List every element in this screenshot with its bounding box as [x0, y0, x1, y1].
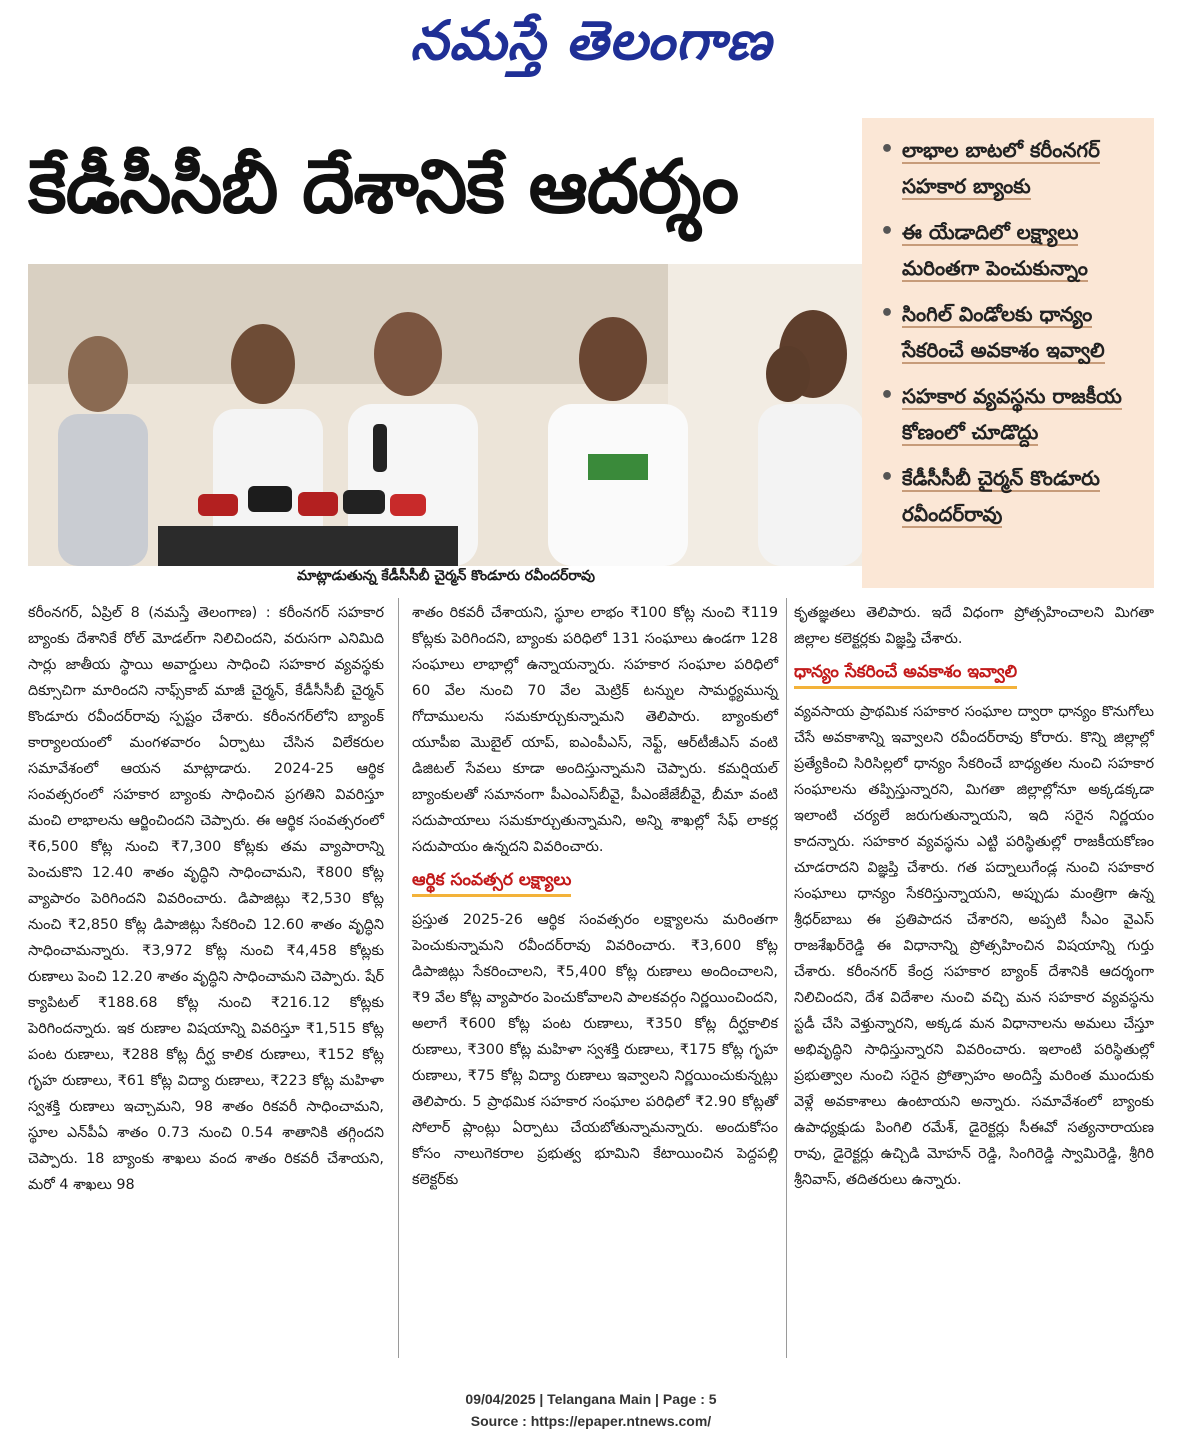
- body-paragraph: కరీంనగర్, ఏప్రిల్ 8 (నమస్తే తెలంగాణ) : కరీంనగర్ సహకార బ్యాంకు దేశానికే రోల్ మోడల్‌గా నిలిచిందని, వరుసగా ఎనిమిది సార్లు జాతీయ స్థాయి అవార్డులు సాధించి సహకార వ్యవస్థకు దిక్సూచిగా మారిందని నాఫ్స్‌కాబ్ మాజీ చైర్మన్, కేడీసీసీబీ చైర్మన్ కొండూరు రవీందర్‌రావు స్పష్టం చేశారు. కరీంనగర్‌లోని బ్యాంక్ కార్యాలయంలో మంగళవారం ఏర్పాటు చేసిన విలేకరుల సమావేశంలో ఆయన మాట్లాడారు. 2024-25 ఆర్థిక సంవత్సరంలో సహకార బ్యాంకు సాధించిన ప్రగతిని వివరిస్తూ మంచి లాభాలను ఆర్జించిందని చెప్పారు. ఈ ఆర్థిక సంవత్సరంలో ₹6,500 కోట్ల నుంచి ₹7,300 కోట్లకు తమ వ్యాపారాన్ని పెంచుకొని 12.40 శాతం వృద్ధిని సాధించామని, ₹800 కోట్ల వ్యాపారం పెరిగిందని వివరించారు. డిపాజిట్లు ₹2,530 కోట్ల నుంచి ₹2,850 కోట్ల డిపాజిట్లు సేకరించి 12.60 శాతం వృద్ధిని సాధించామన్నారు. ₹3,972 కోట్ల నుంచి ₹4,458 కోట్లకు రుణాలు పెంచి 12.20 శాతం వృద్ధిని సాధించామని చెప్పారు. షేర్ క్యాపిటల్ ₹188.68 కోట్ల నుంచి ₹216.12 కోట్లకు పెరిగిందన్నారు. ఇక రుణాల విషయాన్ని వివరిస్తూ ₹1,515 కోట్ల పంట రుణాలు, ₹288 కోట్ల దీర్ఘ కాలిక రుణాలు, ₹152 కోట్ల గృహ రుణాలు, ₹61 కోట్ల విద్యా రుణాలు, ₹223 కోట్ల మహిళా స్వశక్తి రుణాలు ఇచ్చామని, 98 శాతం రికవరీ సాధించామని, స్థూల ఎన్‌పీఏ శాతం 0.73 నుంచి 0.54 శాతానికి తగ్గిందని చెప్పారు. 18 బ్యాంకు శాఖలు వంద శాతం రికవరీ చేశాయని, మరో 4 శాఖలు 98: [28, 605, 384, 1193]
- masthead-title: నమస్తే తెలంగాణ: [410, 8, 772, 72]
- body-paragraph: వ్యవసాయ ప్రాథమిక సహకార సంఘాల ద్వారా ధాన్యం కొనుగోలు చేసే అవకాశాన్ని ఇవ్వాలని రవీందర్‌రావు కోరారు. కొన్ని జిల్లాల్లో ప్రత్యేకించి సిరిసిల్లలో ధాన్యం సేకరించే బాధ్యతల నుంచి సహకార సంఘాలను తప్పిస్తున్నారని, మిగతా జిల్లాల్లోనూ అక్కడక్కడా ఇలాంటి చర్యలే జరుగుతున్నాయని, ఇది సరైన నిర్ణయం కాదన్నారు. సహకార వ్యవస్థను ఎట్టి పరిస్థితుల్లో రాజకీయకోణం చూడరాదని విజ్ఞప్తి చేశారు. గత పద్నాలుగేండ్ల నుంచి సహకార సంఘాలు ధాన్యం సేకరిస్తున్నాయని, అప్పుడు మంత్రిగా ఉన్న శ్రీధర్‌బాబు ఈ ప్రతిపాదన చేశారని, అప్పటి సీఎం వైఎస్ రాజశేఖర్‌రెడ్డి ఈ విధానాన్ని ప్రోత్సహించిన విషయాన్ని గుర్తు చేశారు. కరీంనగర్ కేంద్ర సహకార బ్యాంక్ దేశానికి ఆదర్శంగా నిలిచిందని, దేశ విదేశాల నుంచి వచ్చి మన సహకార వ్యవస్థను స్టడీ చేసి వెళ్తున్నారని, అక్కడ మన విధానాలను అమలు చేస్తూ అభివృద్ధిని సాధిస్తున్నారని వివరించారు. ఇలాంటి పరిస్థితుల్లో ప్రభుత్వాల నుంచి సరైన ప్రోత్సాహం అందిస్తే మరింత ముందుకు వెళ్లే అవకాశాలు ఉంటాయని అన్నారు. సమావేశంలో బ్యాంకు ఉపాధ్యక్షుడు పింగిలి రమేశ్, డైరెక్టర్లు సీఈవో సత్యనారాయణ రావు, డైరెక్టర్లు ఉచ్చిడి మోహన్ రెడ్డి, సింగిరెడ్డి స్వామిరెడ్డి, శ్రీగిరి శ్రీనివాస్, తదితరులు ఉన్నారు.: [794, 704, 1154, 1188]
- highlight-item: • కేడీసీసీబీ చైర్మన్ కొండూరు రవీందర్‌రావు: [876, 460, 1144, 532]
- highlights-list: [862, 118, 1154, 532]
- article-column-2: [412, 600, 778, 1193]
- body-paragraph: కృతజ్ఞతలు తెలిపారు. ఇదే విధంగా ప్రోత్సహించాలని మిగతా జిల్లాల కలెక్టర్లకు విజ్ఞప్తి చేశారు.: [794, 605, 1154, 647]
- article-column-1: [28, 600, 384, 1198]
- highlight-item: • లాభాల బాటలో కరీంనగర్ సహకార బ్యాంకు: [876, 132, 1144, 204]
- article-headline: కేడీసీసీబీ దేశానికే ఆదర్శం: [28, 144, 739, 230]
- photo-caption: మాట్లాడుతున్న కేడీసీసీబీ చైర్మన్ కొండూరు రవీందర్‌రావు: [297, 568, 595, 584]
- press-meet-photo: [28, 264, 864, 566]
- footer-source-line: Source : https://epaper.ntnews.com/: [470, 1413, 712, 1429]
- subheading: ఆర్థిక సంవత్సర లక్ష్యాలు: [412, 866, 571, 897]
- body-paragraph: ప్రస్తుత 2025-26 ఆర్థిక సంవత్సరం లక్ష్యాలను మరింతగా పెంచుకున్నామని రవీందర్‌రావు వివరించారు. ₹3,600 కోట్ల డిపాజిట్లు సేకరించాలని, ₹5,400 కోట్ల రుణాలు అందించాలని, ₹9 వేల కోట్ల వ్యాపారం పెంచుకోవాలని పాలకవర్గం నిర్ణయించిందని, అలాగే ₹600 కోట్ల పంట రుణాలు, ₹350 కోట్ల దీర్ఘకాలిక రుణాలు, ₹300 కోట్ల మహిళా స్వశక్తి రుణాలు, ₹175 కోట్ల గృహ రుణాలు, ₹75 కోట్ల విద్యా రుణాలు ఇవ్వాలని నిర్ణయించుకున్నట్లు తెలిపారు. 5 ప్రాథమిక సహకార సంఘాల పరిధిలో ₹2.90 కోట్లతో సోలార్ ప్లాంట్లు ఏర్పాటు చేయబోతున్నామన్నారు. అందుకోసం కోసం నాలుగెకరాల ప్రభుత్వ భూమిని కేటాయించిన పెద్దపల్లి కలెక్టర్‌కు: [412, 912, 778, 1188]
- article-photo: [28, 264, 864, 566]
- newspaper-masthead: [0, 8, 1182, 78]
- subheading: ధాన్యం సేకరించే అవకాశం ఇవ్వాలి: [794, 658, 1017, 689]
- column-divider: [398, 598, 399, 1358]
- column-divider: [786, 598, 787, 1358]
- body-paragraph: శాతం రికవరీ చేశాయని, స్థూల లాభం ₹100 కోట్ల నుంచి ₹119 కోట్లకు పెరిగిందని, బ్యాంకు పరిధిలో 131 సంఘాలు ఉండగా 128 సంఘాలు లాభాల్లో ఉన్నాయన్నారు. సహకార సంఘాల పరిధిలో 60 వేల నుంచి 70 వేల మెట్రిక్ టన్నుల సామర్థ్యమున్న గోదాములను సమకూర్చుకున్నామని తెలిపారు. బ్యాంకులో యూపీఐ మొబైల్ యాప్, ఐఎంపీఎస్, నెఫ్ట్, ఆర్‌టీజీఎస్ వంటి డిజిటల్ సేవలు కూడా అందిస్తున్నామని చెప్పారు. కమర్షియల్ బ్యాంకులతో సమానంగా పీఎంఎస్‌బీవై, పీఎంజేజేబీవై, బీమా వంటి సదుపాయాలు సమకూర్చుతున్నామని, అన్ని శాఖల్లో సేఫ్ లాకర్ల సదుపాయం ఉన్నదని వివరించారు.: [412, 605, 778, 855]
- article-column-3: [794, 600, 1154, 1193]
- highlights-box: [862, 118, 1154, 588]
- highlight-item: • సింగిల్ విండోలకు ధాన్యం సేకరించే అవకాశం ఇవ్వాలి: [876, 296, 1144, 368]
- footer-date-line: 09/04/2025 | Telangana Main | Page : 5: [465, 1391, 717, 1407]
- highlight-item: • ఈ యేడాదిలో లక్ష్యాలు మరింతగా పెంచుకున్నాం: [876, 214, 1144, 286]
- page-footer: [0, 1388, 1182, 1432]
- highlight-item: • సహకార వ్యవస్థను రాజకీయ కోణంలో చూడొద్దు: [876, 378, 1144, 450]
